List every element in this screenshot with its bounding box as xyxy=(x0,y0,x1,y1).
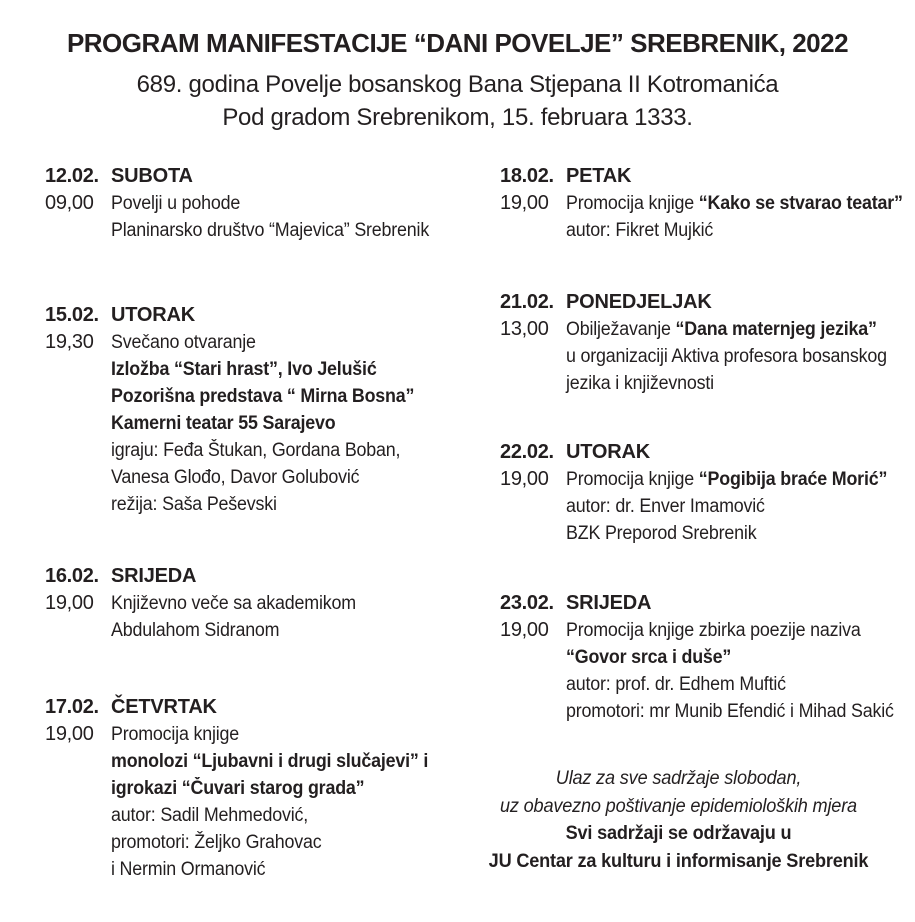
event-day: ČETVRTAK xyxy=(111,696,217,718)
event-day: SUBOTA xyxy=(111,165,193,187)
event-line-run: autor: dr. Enver Imamović xyxy=(566,496,765,517)
event-line-row xyxy=(500,698,915,725)
footer-line: Ulaz za sve sadržaje slobodan, xyxy=(555,767,802,789)
event-line-row xyxy=(45,437,475,464)
event-line-run: promotori: Željko Grahovac xyxy=(111,832,322,853)
event-line-run: Vanesa Glođo, Davor Golubović xyxy=(111,467,360,488)
event-line-row xyxy=(45,410,475,437)
event-header-row xyxy=(45,302,475,329)
event-header-row xyxy=(45,694,475,721)
event-header-row xyxy=(500,163,915,190)
event-date: 18.02. xyxy=(500,165,554,187)
event-line-row xyxy=(500,671,915,698)
event-line-row xyxy=(45,190,475,217)
event-line xyxy=(566,617,861,644)
event-line-row xyxy=(500,190,915,217)
event-line xyxy=(111,410,335,437)
event-line-row xyxy=(45,356,475,383)
event-line-run: Abdulahom Sidranom xyxy=(111,620,280,641)
poster-title: PROGRAM MANIFESTACIJE “DANI POVELJE” SREBRENIK, 2022 xyxy=(66,28,849,58)
event-line-row xyxy=(45,383,475,410)
event-line-run: “Pogibija braće Morić” xyxy=(698,469,888,490)
event-line xyxy=(566,370,714,397)
event-line-row xyxy=(45,464,475,491)
footer-line: uz obavezno poštivanje epidemioloških mjera xyxy=(500,794,857,817)
event-header-row xyxy=(500,590,915,617)
event-line-run: Planinarsko društvo “Majevica” Srebrenik xyxy=(111,220,430,241)
event-line-run: autor: Fikret Mujkić xyxy=(566,220,714,241)
event-line-run: Izložba “Stari hrast”, Ivo Jelušić xyxy=(111,359,377,380)
event-header-row xyxy=(45,563,475,590)
event-line xyxy=(566,343,887,370)
poster-subtitle xyxy=(0,68,915,134)
event-header-row xyxy=(500,289,915,316)
footer-line: JU Centar za kulturu i informisanje Srebrenik xyxy=(488,849,869,872)
event-line-run: Kamerni teatar 55 Sarajevo xyxy=(111,413,336,434)
event-line xyxy=(566,671,786,698)
event-line-run: Književno veče sa akademikom xyxy=(111,593,356,614)
event-line-row xyxy=(500,466,915,493)
event-block xyxy=(500,590,915,725)
event-line-run: promotori: mr Munib Efendić i Mihad Sakić xyxy=(566,701,894,722)
event-line-run: Promocija knjige xyxy=(566,469,699,490)
event-block xyxy=(500,289,915,397)
event-line xyxy=(566,466,887,493)
event-line xyxy=(111,464,359,491)
event-line-run: Svečano otvaranje xyxy=(111,332,256,353)
event-line xyxy=(566,520,756,547)
event-date: 17.02. xyxy=(45,696,99,718)
subtitle-line-2: Pod gradom Srebrenikom, 15. februara 1333. xyxy=(222,104,693,131)
event-line xyxy=(111,721,239,748)
event-line-run: igraju: Feđa Štukan, Gordana Boban, xyxy=(111,440,401,461)
event-line-row xyxy=(500,617,915,644)
event-line xyxy=(111,802,308,829)
event-line-run: Promocija knjige zbirka poezije naziva xyxy=(566,620,861,641)
schedule-column-right xyxy=(488,163,915,875)
event-line-row xyxy=(500,520,915,547)
event-block xyxy=(500,439,915,547)
event-line-run: igrokazi “Čuvari starog grada” xyxy=(111,778,365,799)
event-line-row xyxy=(500,644,915,671)
event-day: UTORAK xyxy=(566,441,650,463)
event-time: 19,00 xyxy=(500,468,549,490)
event-line-run: BZK Preporod Srebrenik xyxy=(566,523,757,544)
event-line-row xyxy=(45,721,475,748)
event-line-row xyxy=(500,316,915,343)
event-line-row xyxy=(500,343,915,370)
event-line-run: autor: prof. dr. Edhem Muftić xyxy=(566,674,786,695)
event-line xyxy=(566,316,877,343)
event-line-run: “Govor srca i duše” xyxy=(566,647,732,668)
event-line-row xyxy=(500,370,915,397)
event-line-row xyxy=(45,329,475,356)
event-header-row xyxy=(45,163,475,190)
subtitle-line-1: 689. godina Povelje bosanskog Bana Stjepana II Kotromanića xyxy=(136,71,779,98)
event-day: SRIJEDA xyxy=(566,592,652,614)
event-line-row xyxy=(45,775,475,802)
event-line-run: “Kako se stvarao teatar” xyxy=(698,193,903,214)
event-line xyxy=(566,493,765,520)
event-line xyxy=(111,437,400,464)
event-block xyxy=(45,163,475,244)
event-time: 19,30 xyxy=(45,331,94,353)
event-day: SRIJEDA xyxy=(111,565,197,587)
footer-note xyxy=(442,765,915,875)
event-day: PETAK xyxy=(566,165,632,187)
event-date: 12.02. xyxy=(45,165,99,187)
event-line xyxy=(111,383,414,410)
event-date: 16.02. xyxy=(45,565,99,587)
event-line-row xyxy=(45,829,475,856)
event-line xyxy=(111,856,265,883)
event-line-row xyxy=(45,748,475,775)
event-date: 21.02. xyxy=(500,291,554,313)
event-line xyxy=(566,698,894,725)
event-line xyxy=(111,617,279,644)
event-line-row xyxy=(45,802,475,829)
event-time: 09,00 xyxy=(45,192,94,214)
event-day: UTORAK xyxy=(111,304,195,326)
event-time: 19,00 xyxy=(45,723,94,745)
event-line-row xyxy=(45,217,475,244)
event-block xyxy=(500,163,915,244)
event-time: 13,00 xyxy=(500,318,549,340)
event-line-row xyxy=(45,856,475,883)
event-line-run: jezika i književnosti xyxy=(566,373,714,394)
event-time: 19,00 xyxy=(500,192,549,214)
event-line xyxy=(111,217,429,244)
event-line-run: Povelji u pohode xyxy=(111,193,241,214)
event-line xyxy=(566,217,713,244)
schedule-column-left xyxy=(45,163,475,883)
event-line-row xyxy=(45,617,475,644)
footer-line: Svi sadržaji se održavaju u xyxy=(565,822,792,844)
event-line xyxy=(111,491,277,518)
event-time: 19,00 xyxy=(45,592,94,614)
event-line-run: monolozi “Ljubavni i drugi slučajevi” i xyxy=(111,751,429,772)
event-line-run: “Dana maternjeg jezika” xyxy=(675,319,877,340)
event-line-run: autor: Sadil Mehmedović, xyxy=(111,805,309,826)
poster-header xyxy=(0,28,915,134)
event-line-run: Promocija knjige xyxy=(566,193,699,214)
event-line xyxy=(111,329,256,356)
event-line xyxy=(566,644,731,671)
event-block xyxy=(45,563,475,644)
event-line-row xyxy=(500,217,915,244)
event-line xyxy=(111,356,377,383)
event-line xyxy=(111,190,240,217)
event-line-row xyxy=(500,493,915,520)
event-line-run: Pozorišna predstava “ Mirna Bosna” xyxy=(111,386,415,407)
event-date: 22.02. xyxy=(500,441,554,463)
event-line-run: u organizaciji Aktiva profesora bosanskog xyxy=(566,346,887,367)
event-line-row xyxy=(45,491,475,518)
event-block xyxy=(45,302,475,518)
event-line xyxy=(566,190,903,217)
event-line xyxy=(111,829,322,856)
event-line-run: i Nermin Ormanović xyxy=(111,859,266,880)
event-date: 23.02. xyxy=(500,592,554,614)
event-line xyxy=(111,590,356,617)
event-line-run: Obilježavanje xyxy=(566,319,676,340)
event-line xyxy=(111,748,428,775)
event-line xyxy=(111,775,364,802)
event-line-run: Promocija knjige xyxy=(111,724,240,745)
event-time: 19,00 xyxy=(500,619,549,641)
event-line-row xyxy=(45,590,475,617)
event-block xyxy=(45,694,475,883)
event-line-run: režija: Saša Peševski xyxy=(111,494,277,515)
event-day: PONEDJELJAK xyxy=(566,291,712,313)
event-date: 15.02. xyxy=(45,304,99,326)
event-header-row xyxy=(500,439,915,466)
